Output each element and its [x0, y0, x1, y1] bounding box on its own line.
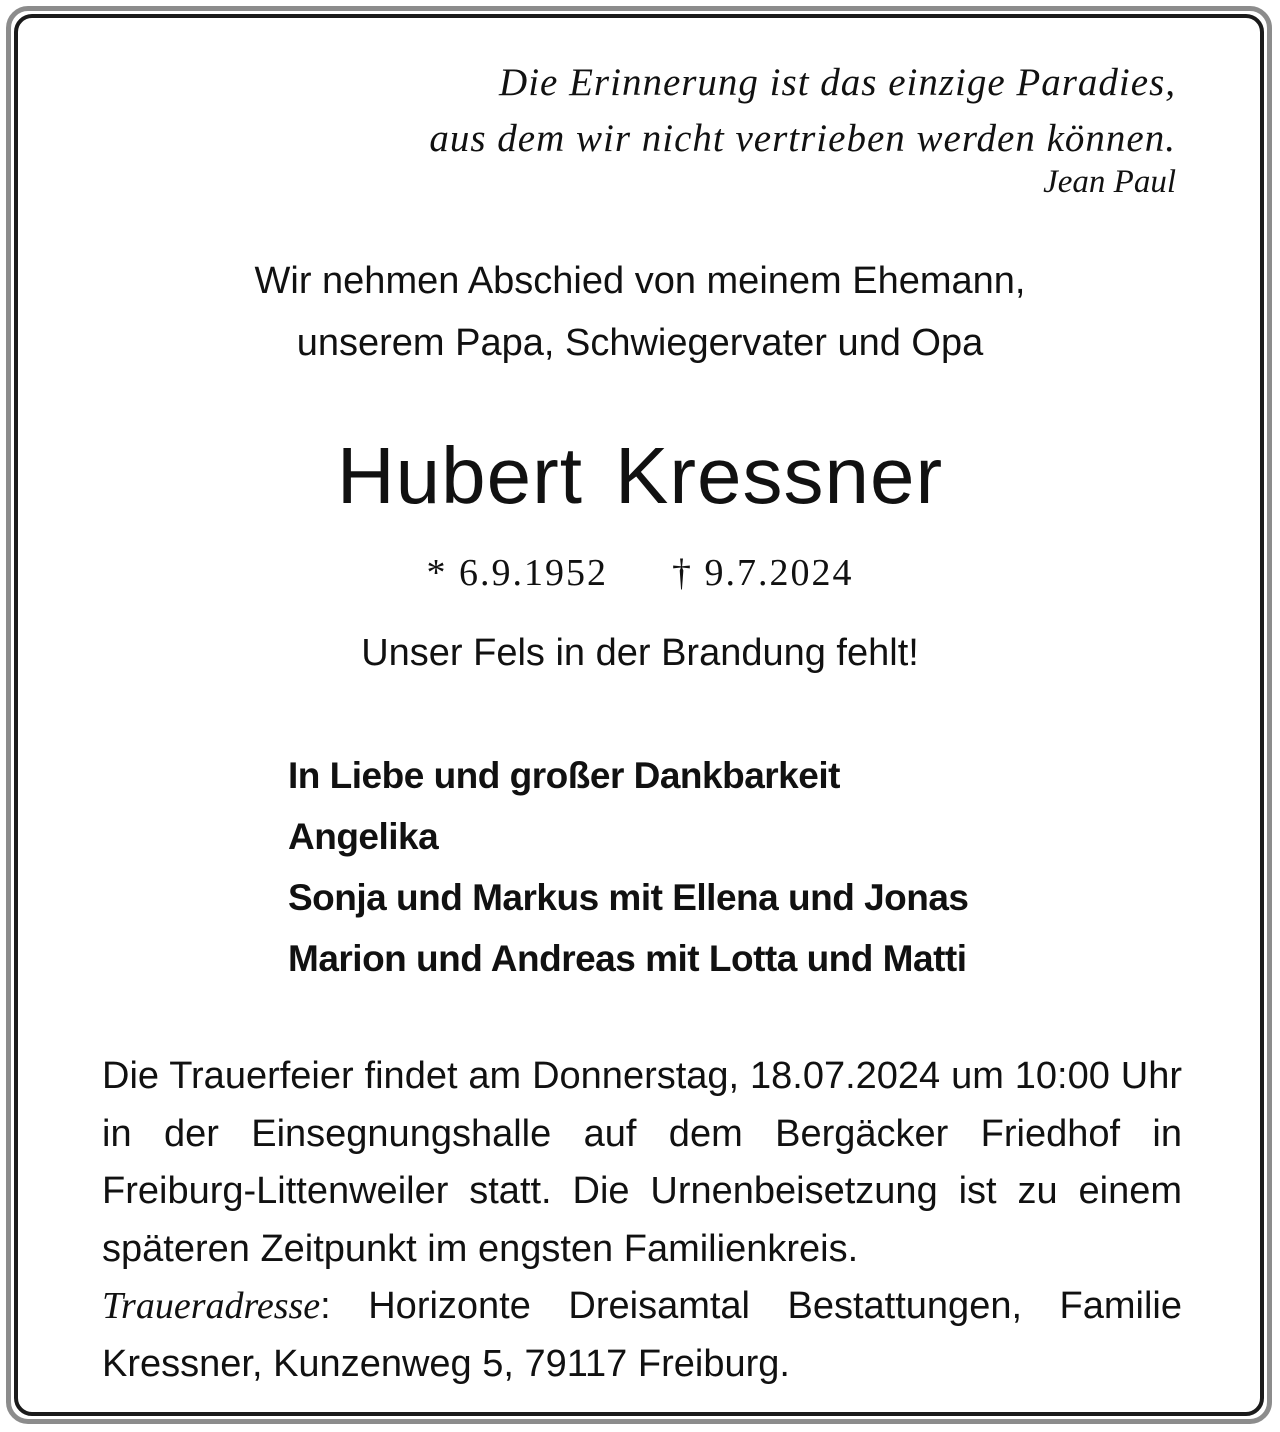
ceremony-details — [102, 1048, 1182, 1393]
birth-date: * 6.9.1952 — [426, 552, 608, 594]
mourner-family-1: Sonja und Markus mit Ellena und Jonas — [288, 877, 969, 918]
epigraph-quote — [276, 55, 1176, 167]
deceased-last-name: Kressner — [615, 431, 944, 520]
intro-line-2: unserem Papa, Schwiegervater und Opa — [296, 322, 984, 364]
quote-author: Jean Paul — [1043, 164, 1176, 200]
mourner-spouse: Angelika — [288, 816, 439, 857]
address-label: Traueradresse — [102, 1285, 321, 1327]
death-date: † 9.7.2024 — [672, 552, 854, 594]
mourners-dedication: In Liebe und großer Dankbarkeit — [288, 755, 840, 796]
quote-line-2: aus dem wir nicht vertrieben werden können. — [429, 117, 1176, 160]
mourning-address — [102, 1278, 1182, 1393]
ceremony-text: Die Trauerfeier findet am Donnerstag, 18.07.2024 um 10:00 Uhr in der Einsegnungshalle auf dem Bergäcker Friedhof in Freiburg-Littenweiler statt. Die Urnenbeisetzung ist zu einem späteren Zeitpunkt im engsten Familienkreis. — [102, 1055, 1182, 1270]
intro-line-1: Wir nehmen Abschied von meinem Ehemann, — [254, 260, 1026, 302]
mourner-family-2: Marion und Andreas mit Lotta und Matti — [288, 938, 967, 979]
address-text: : Horizonte Dreisamtal Bestattungen, Familie Kressner, Kunzenweg 5, 79117 Freiburg. — [102, 1285, 1182, 1385]
quote-line-1: Die Erinnerung ist das einzige Paradies, — [499, 61, 1176, 104]
motto: Unser Fels in der Brandung fehlt! — [361, 632, 919, 674]
farewell-intro — [0, 250, 1280, 374]
deceased-name — [0, 420, 1280, 532]
life-dates — [0, 548, 1280, 598]
mourners-list — [288, 745, 969, 989]
deceased-first-name: Hubert — [336, 431, 583, 520]
